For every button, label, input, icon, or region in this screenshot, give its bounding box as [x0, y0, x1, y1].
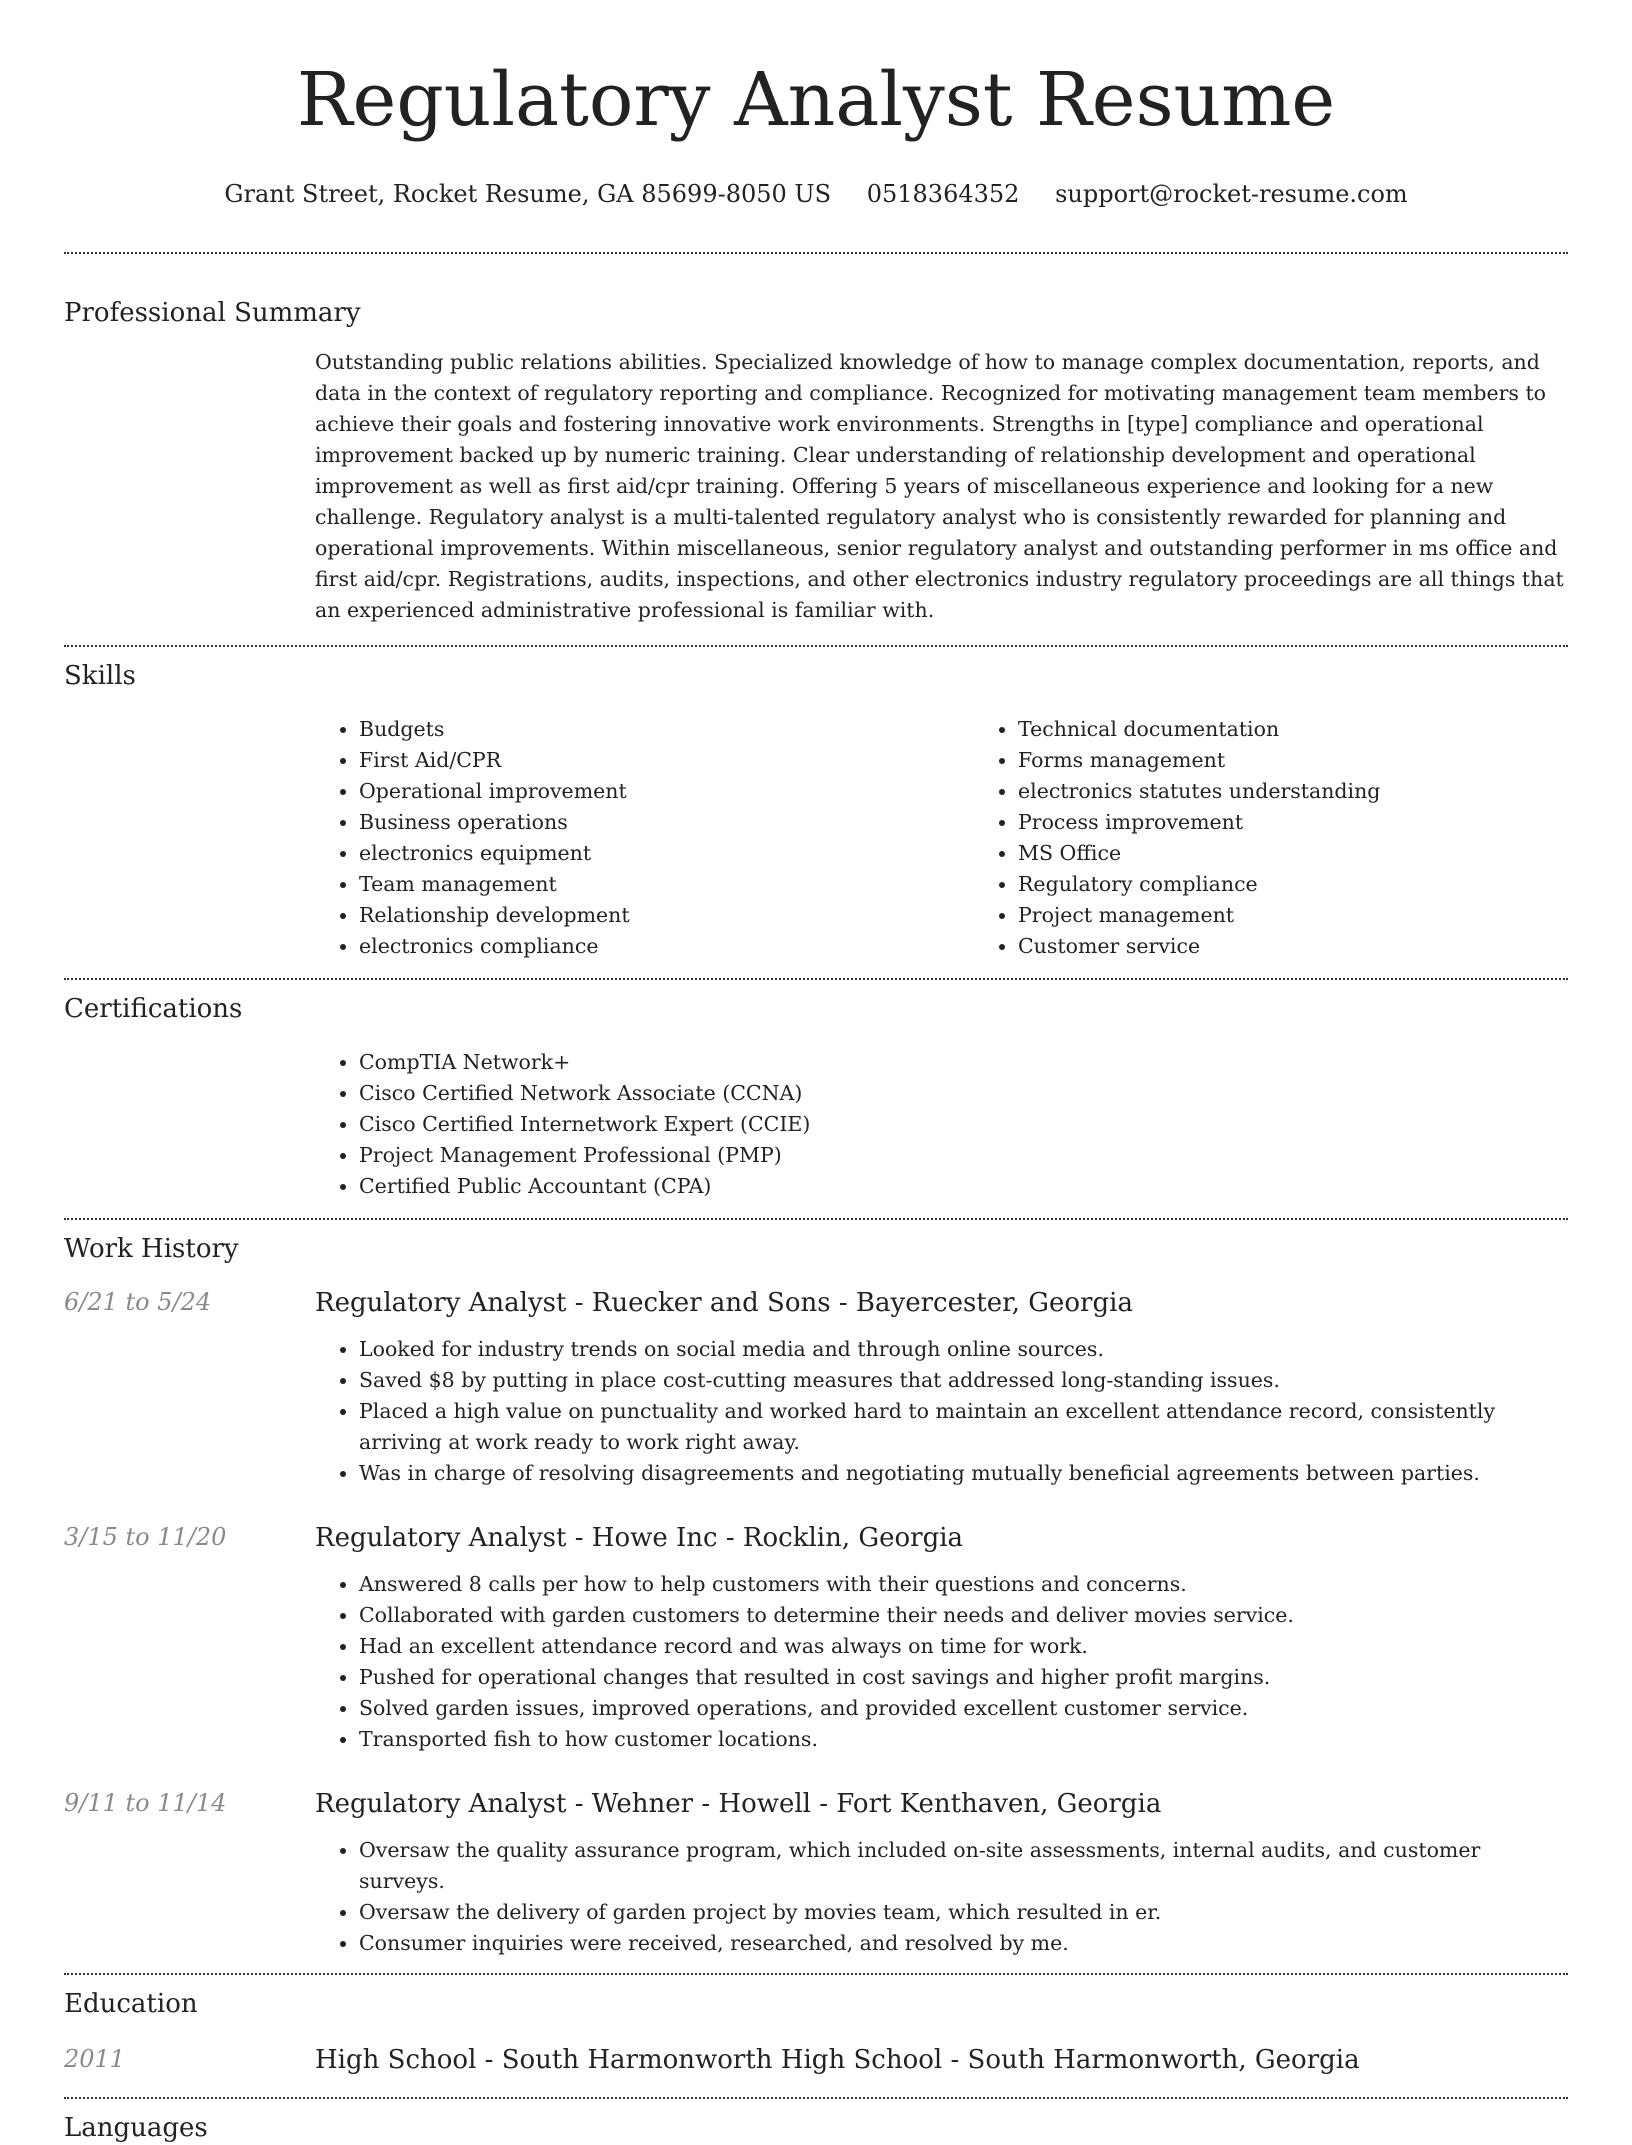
job-bullets [315, 1835, 1568, 1959]
list-item: • Was in charge of resolving disagreements and negotiating mutually beneficial agreements between parties. [359, 1458, 1568, 1489]
job-details [315, 1286, 1568, 1489]
skills-list-right [974, 714, 1632, 962]
job-bullets [315, 1569, 1568, 1755]
list-item: • Cisco Certified Network Associate (CCNA) [359, 1078, 1568, 1109]
list-item: • Saved $8 by putting in place cost-cutting measures that addressed long-standing issues. [359, 1365, 1568, 1396]
contact-email: support@rocket-resume.com [1055, 180, 1408, 208]
contact-address: Grant Street, Rocket Resume, GA 85699-8050 US [224, 180, 832, 208]
job-date: 9/11 to 11/14 [64, 1789, 227, 1817]
list-item: • Solved garden issues, improved operations, and provided excellent customer service. [359, 1693, 1568, 1724]
job-entry [64, 1521, 1568, 1755]
list-item: • Looked for industry trends on social media and through online sources. [359, 1334, 1568, 1365]
job-title: Regulatory Analyst - Wehner - Howell - Fort Kenthaven, Georgia [315, 1789, 1162, 1819]
list-item: • Customer service [1018, 931, 1632, 962]
list-item: • electronics compliance [359, 931, 974, 962]
certifications-heading: Certifications [64, 994, 243, 1024]
list-item: • Operational improvement [359, 776, 974, 807]
job-bullets [315, 1334, 1568, 1489]
list-item: • Had an excellent attendance record and was always on time for work. [359, 1631, 1568, 1662]
certifications-body [315, 1047, 1568, 1218]
list-item: • Project Management Professional (PMP) [359, 1140, 1568, 1171]
skills-list-left [315, 714, 974, 962]
list-item: • Transported fish to how customer locations. [359, 1724, 1568, 1755]
list-item: • Project management [1018, 900, 1632, 931]
job-details [315, 1787, 1568, 1959]
contact-phone: 0518364352 [866, 180, 1020, 208]
certifications-list [315, 1047, 1568, 1202]
education-entry [64, 2043, 1568, 2097]
contact-line [64, 178, 1568, 210]
list-item: • Regulatory compliance [1018, 869, 1632, 900]
work-section [64, 1218, 1568, 1973]
job-entry [64, 1787, 1568, 1959]
skills-columns [315, 714, 1568, 978]
summary-heading: Professional Summary [64, 298, 361, 328]
list-item: • Forms management [1018, 745, 1632, 776]
work-entries [64, 1286, 1568, 1973]
list-item: • Placed a high value on punctuality and worked hard to maintain an excellent attendance record, consistently arriving at work ready to work right away. [359, 1396, 1568, 1458]
resume-title: Regulatory Analyst Resume [296, 57, 1336, 143]
list-item: • Relationship development [359, 900, 974, 931]
list-item: • Collaborated with garden customers to determine their needs and deliver movies service. [359, 1600, 1568, 1631]
education-section [64, 1973, 1568, 2097]
list-item: • Technical documentation [1018, 714, 1632, 745]
list-item: • Team management [359, 869, 974, 900]
list-item: • Oversaw the quality assurance program, which included on-site assessments, internal audits, and customer surveys. [359, 1835, 1568, 1897]
list-item: • Consumer inquiries were received, researched, and resolved by me. [359, 1928, 1568, 1959]
list-item: • Process improvement [1018, 807, 1632, 838]
certifications-section [64, 978, 1568, 1218]
list-item: • Business operations [359, 807, 974, 838]
education-heading: Education [64, 1989, 198, 2019]
languages-section [64, 2097, 1568, 2145]
list-item: • electronics statutes understanding [1018, 776, 1632, 807]
skills-section [64, 645, 1568, 978]
list-item: • Answered 8 calls per how to help customers with their questions and concerns. [359, 1569, 1568, 1600]
list-item: • First Aid/CPR [359, 745, 974, 776]
list-item: • electronics equipment [359, 838, 974, 869]
education-title: High School - South Harmonworth High School - South Harmonworth, Georgia [315, 2045, 1360, 2075]
list-item: • Pushed for operational changes that resulted in cost savings and higher profit margins. [359, 1662, 1568, 1693]
job-entry [64, 1286, 1568, 1489]
summary-text: Outstanding public relations abilities. Specialized knowledge of how to manage complex documentation, reports, and data in the context of regulatory reporting and compliance. Recognized for motivating management team members to achieve their goals and fostering innovative work environments. Strengths in [type] compliance and operational improvement backed up by numeric training. Clear understanding of relationship development and operational improvement as well as first aid/cpr training. Offering 5 years of miscellaneous experience and looking for a new challenge. Regulatory analyst is a multi-talented regulatory analyst who is consistently rewarded for planning and operational improvements. Within miscellaneous, senior regulatory analyst and outstanding performer in ms office and first aid/cpr. Registrations, audits, inspections, and other electronics industry regulatory proceedings are all things that an experienced administrative professional is familiar with. [315, 350, 1564, 622]
list-item: • Oversaw the delivery of garden project by movies team, which resulted in er. [359, 1897, 1568, 1928]
list-item: • Cisco Certified Internetwork Expert (CCIE) [359, 1109, 1568, 1140]
work-heading: Work History [64, 1234, 239, 1264]
job-date: 3/15 to 11/20 [64, 1523, 227, 1551]
languages-heading: Languages [64, 2113, 208, 2143]
job-date: 6/21 to 5/24 [64, 1288, 212, 1316]
skills-heading: Skills [64, 661, 136, 691]
summary-section [64, 252, 1568, 645]
list-item: • MS Office [1018, 838, 1632, 869]
job-title: Regulatory Analyst - Ruecker and Sons - Bayercester, Georgia [315, 1288, 1133, 1318]
list-item: • Budgets [359, 714, 974, 745]
list-item: • CompTIA Network+ [359, 1047, 1568, 1078]
job-title: Regulatory Analyst - Howe Inc - Rocklin, Georgia [315, 1523, 964, 1553]
job-details [315, 1521, 1568, 1755]
list-item: • Certified Public Accountant (CPA) [359, 1171, 1568, 1202]
education-date: 2011 [64, 2045, 126, 2073]
resume-header [64, 0, 1568, 210]
